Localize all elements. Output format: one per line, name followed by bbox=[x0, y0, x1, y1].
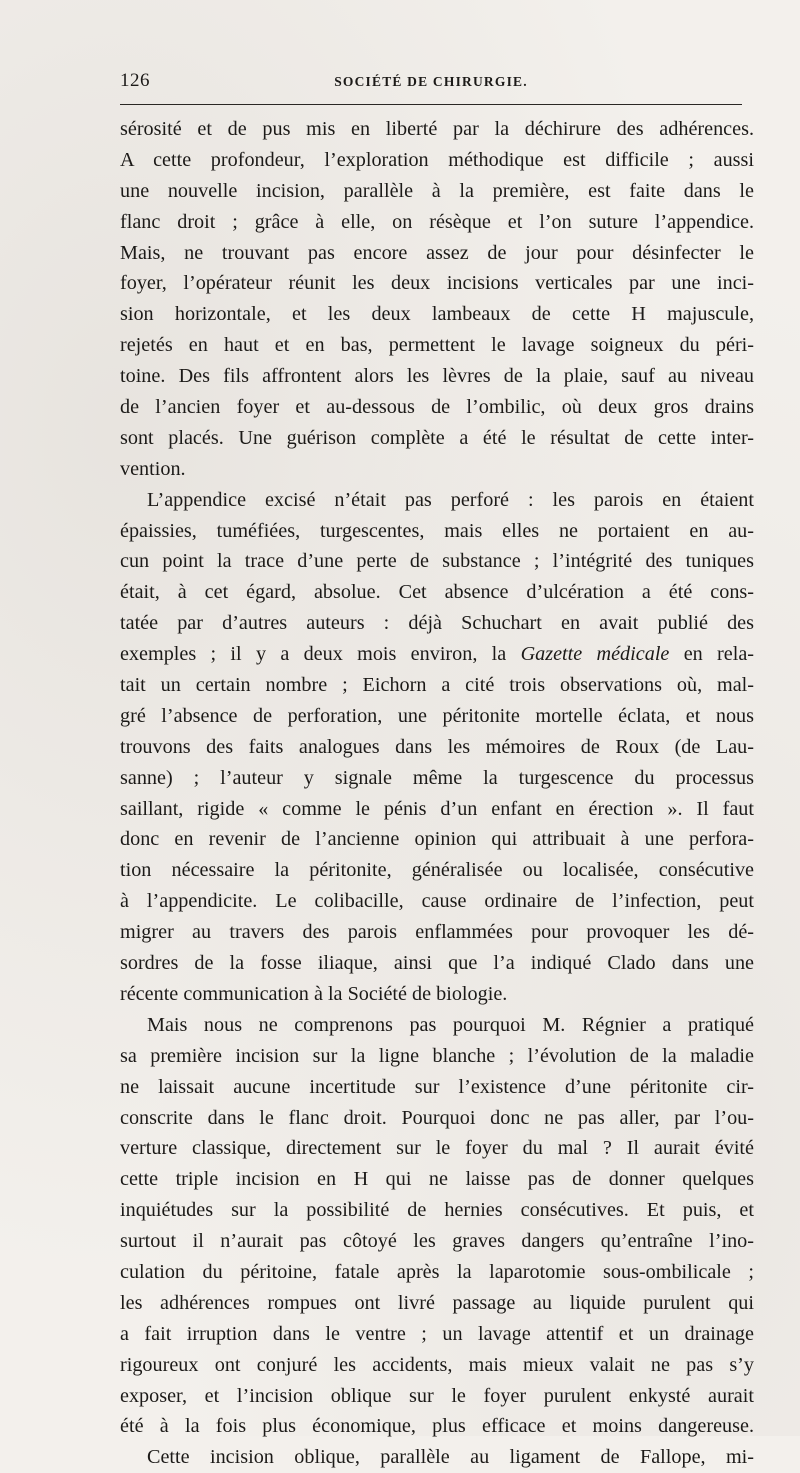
text-line: rigoureux ont conjuré les accidents, mais mieux valait ne pas s’y bbox=[120, 1353, 754, 1376]
text-segment: en rela- bbox=[683, 643, 754, 666]
text-line: sordres de la fosse iliaque, ainsi que l’a indiqué Clado dans une bbox=[120, 952, 754, 975]
text-line: sanne) ; l’auteur y signale même la turgescence du processus bbox=[120, 766, 754, 789]
text-line: L’appendice excisé n’était pas perforé : les parois en étaient bbox=[147, 488, 754, 511]
text-line: été à la fois plus économique, plus efficace et moins dangereuse. bbox=[120, 1415, 754, 1438]
running-header bbox=[120, 70, 742, 96]
text-line: sérosité et de pus mis en liberté par la déchirure des adhérences. bbox=[120, 118, 754, 140]
text-line: Mais, ne trouvant pas encore assez de jour pour désinfecter le bbox=[120, 241, 754, 264]
text-line: Mais nous ne comprenons pas pourquoi M. Régnier a pratiqué bbox=[147, 1013, 754, 1036]
body-text bbox=[120, 114, 754, 1473]
text-line: tait un certain nombre ; Eichorn a cité trois observations où, mal- bbox=[120, 674, 754, 697]
text-line: inquiétudes sur la possibilité de hernies consécutives. Et puis, et bbox=[120, 1199, 754, 1222]
text-line: vention. bbox=[120, 457, 186, 480]
text-line: sa première incision sur la ligne blanche ; l’évolution de la maladie bbox=[120, 1044, 754, 1067]
page-number: 126 bbox=[120, 70, 150, 91]
text-segment: exemples ; il y a deux mois environ, la bbox=[120, 643, 507, 666]
text-line: sion horizontale, et les deux lambeaux de cette H majuscule, bbox=[120, 303, 754, 326]
text-line: a fait irruption dans le ventre ; un lavage attentif et un drainage bbox=[120, 1322, 754, 1345]
text-line: une nouvelle incision, parallèle à la première, est faite dans le bbox=[120, 179, 754, 202]
text-line: ne laissait aucune incertitude sur l’existence d’une péritonite cir- bbox=[120, 1075, 754, 1098]
text-line: trouvons des faits analogues dans les mémoires de Roux (de Lau- bbox=[120, 735, 754, 758]
text-line: saillant, rigide « comme le pénis d’un enfant en érection ». Il faut bbox=[120, 797, 754, 820]
text-line: verture classique, directement sur le foyer du mal ? Il aurait évité bbox=[120, 1137, 754, 1160]
text-line: conscrite dans le flanc droit. Pourquoi donc ne pas aller, par l’ou- bbox=[120, 1106, 754, 1129]
text-line: sont placés. Une guérison complète a été le résultat de cette inter- bbox=[120, 426, 754, 449]
text-line: Cette incision oblique, parallèle au ligament de Fallope, mi- bbox=[147, 1446, 754, 1469]
text-line: donc en revenir de l’ancienne opinion qui attribuait à une perfora- bbox=[120, 828, 754, 851]
text-line: cette triple incision en H qui ne laisse pas de donner quelques bbox=[120, 1168, 754, 1191]
text-line: cun point la trace d’une perte de substance ; l’intégrité des tuniques bbox=[120, 550, 754, 573]
running-title: SOCIÉTÉ DE CHIRURGIE. bbox=[334, 74, 528, 89]
text-line: surtout il n’aurait pas côtoyé les graves dangers qu’entraîne l’ino- bbox=[120, 1230, 754, 1253]
text-line: les adhérences rompues ont livré passage au liquide purulent qui bbox=[120, 1291, 754, 1314]
text-line: était, à cet égard, absolue. Cet absence d’ulcération a été cons- bbox=[120, 581, 754, 604]
text-line-with-italic bbox=[120, 639, 754, 670]
text-line: rejetés en haut et en bas, permettent le lavage soigneux du péri- bbox=[120, 334, 754, 357]
text-line: toine. Des fils affrontent alors les lèvres de la plaie, sauf au niveau bbox=[120, 365, 754, 388]
text-line: migrer au travers des parois enflammées pour provoquer les dé- bbox=[120, 921, 754, 944]
text-line: flanc droit ; grâce à elle, on résèque et l’on suture l’appendice. bbox=[120, 210, 754, 233]
text-line: exposer, et l’incision oblique sur le foyer purulent enkysté aurait bbox=[120, 1384, 754, 1407]
text-line: à l’appendicite. Le colibacille, cause ordinaire de l’infection, peut bbox=[120, 890, 754, 913]
header-rule bbox=[120, 104, 742, 105]
text-line: récente communication à la Société de biologie. bbox=[120, 982, 508, 1005]
text-line: épaissies, tuméfiées, turgescentes, mais elles ne portaient en au- bbox=[120, 519, 754, 542]
journal-title-italic: Gazette médicale bbox=[520, 643, 670, 666]
text-line: tatée par d’autres auteurs : déjà Schuchart en avait publié des bbox=[120, 612, 754, 635]
text-line: culation du péritoine, fatale après la laparotomie sous-ombilicale ; bbox=[120, 1260, 754, 1283]
text-line: tion nécessaire la péritonite, généralisée ou localisée, consécutive bbox=[120, 859, 754, 882]
text-line: de l’ancien foyer et au-dessous de l’ombilic, où deux gros drains bbox=[120, 396, 754, 419]
text-line: foyer, l’opérateur réunit les deux incisions verticales par une inci- bbox=[120, 272, 754, 295]
text-line: gré l’absence de perforation, une péritonite mortelle éclata, et nous bbox=[120, 704, 754, 727]
text-line: A cette profondeur, l’exploration méthodique est difficile ; aussi bbox=[120, 148, 754, 171]
